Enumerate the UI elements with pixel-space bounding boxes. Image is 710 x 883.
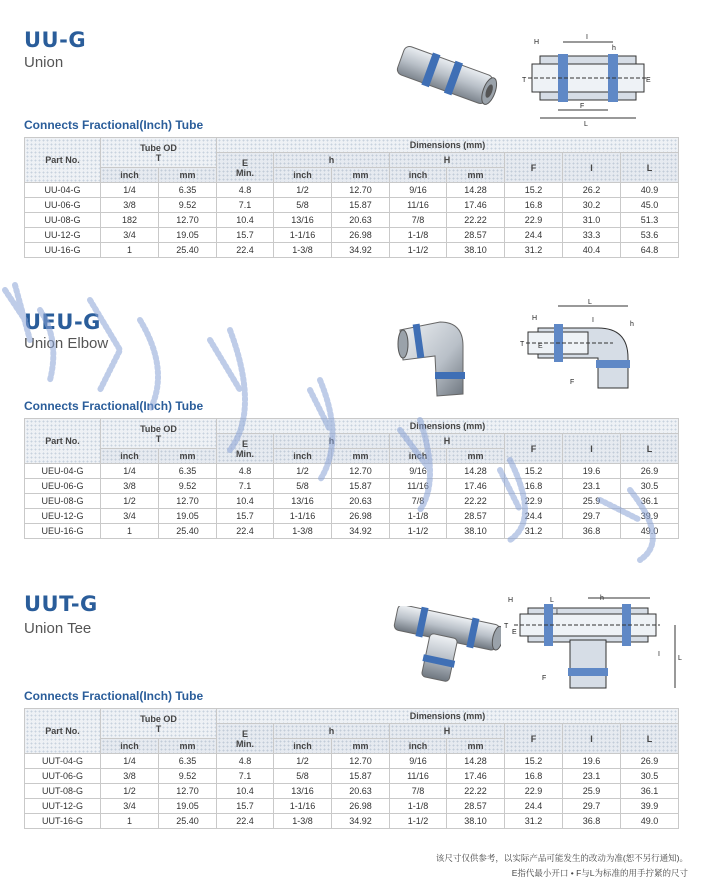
table-cell: 28.57 [447, 799, 505, 814]
header-h-big-inch: inch [390, 449, 447, 464]
header-dimensions: Dimensions (mm) [217, 138, 679, 153]
header-e [217, 153, 274, 183]
header-h-big-inch: inch [390, 739, 447, 754]
part-number-cell: UU-04-G [25, 183, 101, 198]
table-cell: 22.22 [447, 784, 505, 799]
header-tube-mm: mm [159, 449, 217, 464]
table-cell: 16.8 [505, 198, 563, 213]
table-cell: 22.4 [217, 243, 274, 258]
product-photo [386, 606, 501, 691]
svg-text:H: H [508, 597, 514, 604]
table-cell: 11/16 [390, 479, 447, 494]
table-cell: 26.2 [563, 183, 621, 198]
table-cell: 7.1 [217, 479, 274, 494]
spec-table [24, 418, 679, 539]
table-cell: 182 [101, 213, 159, 228]
header-h-big-mm: mm [447, 449, 505, 464]
header-h-big: H [390, 153, 505, 168]
table-cell: 22.4 [217, 524, 274, 539]
table-cell: 13/16 [274, 784, 332, 799]
table-cell: 24.4 [505, 228, 563, 243]
svg-text:h: h [630, 321, 634, 328]
table-cell: 3/4 [101, 509, 159, 524]
part-number-cell: UU-12-G [25, 228, 101, 243]
part-number-cell: UEU-12-G [25, 509, 101, 524]
table-cell: 1 [101, 524, 159, 539]
table-cell: 39.9 [621, 509, 679, 524]
table-cell: 19.05 [159, 799, 217, 814]
table-cell: 6.35 [159, 183, 217, 198]
spec-table-body [25, 464, 679, 539]
part-number-cell: UEU-06-G [25, 479, 101, 494]
table-cell: 22.22 [447, 213, 505, 228]
table-cell: 19.6 [563, 464, 621, 479]
svg-text:F: F [542, 675, 547, 682]
header-h-small-inch: inch [274, 739, 332, 754]
table-cell: 14.28 [447, 464, 505, 479]
product-subtitle: Union [24, 54, 64, 71]
header-i: I [563, 434, 621, 464]
part-number-cell: UUT-12-G [25, 799, 101, 814]
product-photo [395, 316, 475, 406]
table-cell: 15.87 [332, 479, 390, 494]
product-title: UUT-G [24, 592, 98, 616]
footnote-line-2: E指代最小开口 • F与L为标准的用手拧紧的尺寸 [511, 868, 688, 878]
table-cell: 34.92 [332, 814, 390, 829]
table-cell: 30.5 [621, 479, 679, 494]
svg-text:F: F [580, 103, 585, 110]
table-cell: 12.70 [332, 464, 390, 479]
header-tube-od-label: Tube OD [140, 142, 177, 153]
part-number-cell: UUT-06-G [25, 769, 101, 784]
table-cell: 15.2 [505, 183, 563, 198]
table-row [25, 754, 679, 769]
table-cell: 36.1 [621, 494, 679, 509]
table-row [25, 784, 679, 799]
table-cell: 15.2 [505, 754, 563, 769]
part-number-cell: UEU-16-G [25, 524, 101, 539]
header-f: F [505, 434, 563, 464]
header-tube-od-label: Tube OD [140, 423, 177, 434]
table-cell: 1/4 [101, 464, 159, 479]
table-cell: 1-1/2 [390, 524, 447, 539]
header-e [217, 724, 274, 754]
table-cell: 12.70 [332, 183, 390, 198]
table-cell: 11/16 [390, 769, 447, 784]
table-row [25, 814, 679, 829]
table-cell: 6.35 [159, 464, 217, 479]
table-cell: 11/16 [390, 198, 447, 213]
table-cell: 33.3 [563, 228, 621, 243]
table-cell: 12.70 [332, 754, 390, 769]
spec-table-body [25, 754, 679, 829]
svg-text:T: T [504, 623, 509, 630]
table-row [25, 228, 679, 243]
table-cell: 1/2 [274, 464, 332, 479]
table-cell: 1-1/16 [274, 799, 332, 814]
spec-table-body [25, 183, 679, 258]
header-tube-od [101, 138, 217, 168]
table-cell: 1 [101, 814, 159, 829]
table-cell: 53.6 [621, 228, 679, 243]
header-i: I [563, 724, 621, 754]
table-cell: 5/8 [274, 769, 332, 784]
footnote-line-1: 该尺寸仅供参考，以实际产品可能发生的改动为准(恕不另行通知)。 [435, 853, 688, 863]
table-row [25, 799, 679, 814]
table-cell: 31.2 [505, 524, 563, 539]
part-number-cell: UU-16-G [25, 243, 101, 258]
header-e-min: Min. [236, 738, 254, 749]
table-cell: 10.4 [217, 213, 274, 228]
table-cell: 24.4 [505, 509, 563, 524]
table-row [25, 213, 679, 228]
table-cell: 3/8 [101, 479, 159, 494]
table-row [25, 464, 679, 479]
table-cell: 26.98 [332, 799, 390, 814]
table-cell: 38.10 [447, 814, 505, 829]
header-tube-od [101, 709, 217, 739]
table-cell: 3/8 [101, 769, 159, 784]
table-cell: 25.40 [159, 814, 217, 829]
svg-text:L: L [678, 655, 682, 662]
header-tube-od-t: T [155, 433, 162, 444]
table-cell: 7.1 [217, 769, 274, 784]
header-h-small: h [274, 153, 390, 168]
table-cell: 29.7 [563, 509, 621, 524]
table-cell: 1 [101, 243, 159, 258]
footnote [436, 852, 688, 879]
table-cell: 49.0 [621, 814, 679, 829]
table-cell: 3/4 [101, 799, 159, 814]
header-h-big-mm: mm [447, 739, 505, 754]
table-cell: 22.9 [505, 213, 563, 228]
table-cell: 15.2 [505, 464, 563, 479]
svg-text:h: h [600, 595, 604, 602]
table-cell: 14.28 [447, 754, 505, 769]
table-cell: 40.4 [563, 243, 621, 258]
table-cell: 1-1/8 [390, 799, 447, 814]
table-cell: 1-3/8 [274, 243, 332, 258]
table-cell: 3/4 [101, 228, 159, 243]
part-number-cell: UEU-04-G [25, 464, 101, 479]
table-cell: 22.9 [505, 494, 563, 509]
header-part-no: Part No. [25, 419, 101, 464]
table-cell: 19.05 [159, 509, 217, 524]
table-cell: 1-1/8 [390, 228, 447, 243]
spec-table [24, 708, 679, 829]
table-cell: 15.7 [217, 799, 274, 814]
table-cell: 31.0 [563, 213, 621, 228]
table-cell: 6.35 [159, 754, 217, 769]
svg-text:H: H [534, 39, 540, 46]
header-e-label: E [241, 438, 248, 449]
table-cell: 15.7 [217, 228, 274, 243]
table-cell: 26.9 [621, 754, 679, 769]
table-cell: 20.63 [332, 213, 390, 228]
header-h-small: h [274, 434, 390, 449]
product-title: UEU-G [24, 310, 101, 334]
connects-heading: Connects Fractional(Inch) Tube [24, 399, 204, 413]
table-cell: 19.05 [159, 228, 217, 243]
header-h-big-mm: mm [447, 168, 505, 183]
svg-text:E: E [646, 77, 651, 84]
table-cell: 16.8 [505, 769, 563, 784]
svg-text:I: I [586, 34, 588, 41]
table-cell: 9/16 [390, 183, 447, 198]
table-cell: 20.63 [332, 784, 390, 799]
table-cell: 26.9 [621, 464, 679, 479]
table-cell: 15.87 [332, 198, 390, 213]
product-photo [390, 38, 500, 118]
spec-table [24, 137, 679, 258]
table-cell: 5/8 [274, 479, 332, 494]
table-row [25, 769, 679, 784]
header-dimensions: Dimensions (mm) [217, 419, 679, 434]
table-cell: 12.70 [159, 784, 217, 799]
header-h-big: H [390, 434, 505, 449]
table-cell: 31.2 [505, 814, 563, 829]
product-subtitle: Union Elbow [24, 335, 109, 352]
table-cell: 7/8 [390, 494, 447, 509]
table-cell: 38.10 [447, 524, 505, 539]
header-tube-od-t: T [155, 723, 162, 734]
part-number-cell: UU-06-G [25, 198, 101, 213]
header-part-no: Part No. [25, 138, 101, 183]
table-cell: 17.46 [447, 479, 505, 494]
header-e [217, 434, 274, 464]
table-cell: 38.10 [447, 243, 505, 258]
table-cell: 3/8 [101, 198, 159, 213]
table-cell: 23.1 [563, 479, 621, 494]
table-cell: 12.70 [159, 494, 217, 509]
header-e-min: Min. [236, 167, 254, 178]
header-l: L [621, 153, 679, 183]
table-cell: 7.1 [217, 198, 274, 213]
connects-heading: Connects Fractional(Inch) Tube [24, 118, 204, 132]
svg-text:L: L [550, 597, 554, 604]
svg-text:L: L [584, 121, 588, 128]
svg-text:h: h [612, 45, 616, 52]
table-cell: 16.8 [505, 479, 563, 494]
table-cell: 36.8 [563, 814, 621, 829]
table-cell: 7/8 [390, 784, 447, 799]
header-h-big: H [390, 724, 505, 739]
table-cell: 10.4 [217, 494, 274, 509]
table-cell: 22.9 [505, 784, 563, 799]
table-cell: 45.0 [621, 198, 679, 213]
part-number-cell: UUT-08-G [25, 784, 101, 799]
svg-text:L: L [588, 299, 592, 306]
connects-heading: Connects Fractional(Inch) Tube [24, 689, 204, 703]
header-e-label: E [241, 728, 248, 739]
dimension-diagram [518, 30, 658, 135]
table-cell: 13/16 [274, 494, 332, 509]
table-cell: 12.70 [159, 213, 217, 228]
svg-text:F: F [570, 379, 575, 386]
header-h-small-inch: inch [274, 168, 332, 183]
dimension-diagram [500, 590, 690, 700]
product-title: UU-G [24, 28, 87, 52]
table-cell: 1-1/2 [390, 243, 447, 258]
header-dimensions: Dimensions (mm) [217, 709, 679, 724]
table-cell: 14.28 [447, 183, 505, 198]
table-cell: 36.8 [563, 524, 621, 539]
table-cell: 9/16 [390, 754, 447, 769]
table-cell: 36.1 [621, 784, 679, 799]
table-cell: 29.7 [563, 799, 621, 814]
svg-text:E: E [538, 343, 543, 350]
table-cell: 40.9 [621, 183, 679, 198]
dimension-diagram [518, 298, 658, 398]
table-cell: 5/8 [274, 198, 332, 213]
table-cell: 4.8 [217, 754, 274, 769]
table-cell: 25.9 [563, 494, 621, 509]
table-cell: 1/4 [101, 183, 159, 198]
svg-text:H: H [532, 315, 538, 322]
table-cell: 26.98 [332, 509, 390, 524]
table-cell: 30.2 [563, 198, 621, 213]
table-cell: 1/2 [274, 183, 332, 198]
table-cell: 9.52 [159, 479, 217, 494]
table-cell: 1-3/8 [274, 524, 332, 539]
table-cell: 34.92 [332, 524, 390, 539]
table-cell: 1/2 [101, 494, 159, 509]
table-cell: 1-1/2 [390, 814, 447, 829]
table-cell: 17.46 [447, 198, 505, 213]
table-cell: 22.4 [217, 814, 274, 829]
table-cell: 9.52 [159, 198, 217, 213]
header-e-label: E [241, 157, 248, 168]
table-cell: 34.92 [332, 243, 390, 258]
header-h-small-inch: inch [274, 449, 332, 464]
table-cell: 25.9 [563, 784, 621, 799]
table-cell: 1-1/16 [274, 509, 332, 524]
table-cell: 20.63 [332, 494, 390, 509]
table-cell: 30.5 [621, 769, 679, 784]
table-cell: 19.6 [563, 754, 621, 769]
part-number-cell: UUT-16-G [25, 814, 101, 829]
svg-text:I: I [556, 609, 558, 616]
header-l: L [621, 724, 679, 754]
table-cell: 15.87 [332, 769, 390, 784]
header-tube-od [101, 419, 217, 449]
table-cell: 64.8 [621, 243, 679, 258]
table-cell: 49.0 [621, 524, 679, 539]
header-h-small-mm: mm [332, 168, 390, 183]
table-row [25, 198, 679, 213]
header-h-small: h [274, 724, 390, 739]
table-row [25, 479, 679, 494]
part-number-cell: UU-08-G [25, 213, 101, 228]
svg-text:T: T [522, 77, 527, 84]
table-cell: 22.22 [447, 494, 505, 509]
table-cell: 26.98 [332, 228, 390, 243]
svg-text:I: I [592, 317, 594, 324]
table-row [25, 509, 679, 524]
table-cell: 39.9 [621, 799, 679, 814]
table-cell: 13/16 [274, 213, 332, 228]
table-cell: 1/4 [101, 754, 159, 769]
part-number-cell: UUT-04-G [25, 754, 101, 769]
table-cell: 4.8 [217, 183, 274, 198]
table-cell: 1/2 [274, 754, 332, 769]
header-f: F [505, 724, 563, 754]
part-number-cell: UEU-08-G [25, 494, 101, 509]
table-cell: 1-3/8 [274, 814, 332, 829]
header-h-small-mm: mm [332, 739, 390, 754]
table-cell: 28.57 [447, 228, 505, 243]
table-cell: 17.46 [447, 769, 505, 784]
svg-text:E: E [512, 629, 517, 636]
table-row [25, 183, 679, 198]
header-f: F [505, 153, 563, 183]
header-h-big-inch: inch [390, 168, 447, 183]
header-tube-inch: inch [101, 168, 159, 183]
table-cell: 31.2 [505, 243, 563, 258]
header-tube-inch: inch [101, 449, 159, 464]
svg-text:I: I [658, 651, 660, 658]
header-tube-mm: mm [159, 168, 217, 183]
header-tube-mm: mm [159, 739, 217, 754]
table-row [25, 243, 679, 258]
header-l: L [621, 434, 679, 464]
table-cell: 10.4 [217, 784, 274, 799]
header-i: I [563, 153, 621, 183]
table-cell: 51.3 [621, 213, 679, 228]
header-tube-od-t: T [155, 152, 162, 163]
table-cell: 23.1 [563, 769, 621, 784]
table-cell: 15.7 [217, 509, 274, 524]
table-cell: 4.8 [217, 464, 274, 479]
table-cell: 25.40 [159, 524, 217, 539]
header-tube-od-label: Tube OD [140, 713, 177, 724]
table-cell: 28.57 [447, 509, 505, 524]
header-h-small-mm: mm [332, 449, 390, 464]
table-cell: 25.40 [159, 243, 217, 258]
svg-text:T: T [520, 341, 525, 348]
table-cell: 24.4 [505, 799, 563, 814]
table-cell: 9.52 [159, 769, 217, 784]
table-row [25, 524, 679, 539]
table-cell: 9/16 [390, 464, 447, 479]
table-cell: 1-1/16 [274, 228, 332, 243]
header-e-min: Min. [236, 448, 254, 459]
header-part-no: Part No. [25, 709, 101, 754]
table-cell: 7/8 [390, 213, 447, 228]
product-subtitle: Union Tee [24, 620, 92, 637]
table-cell: 1-1/8 [390, 509, 447, 524]
table-row [25, 494, 679, 509]
header-tube-inch: inch [101, 739, 159, 754]
table-cell: 1/2 [101, 784, 159, 799]
